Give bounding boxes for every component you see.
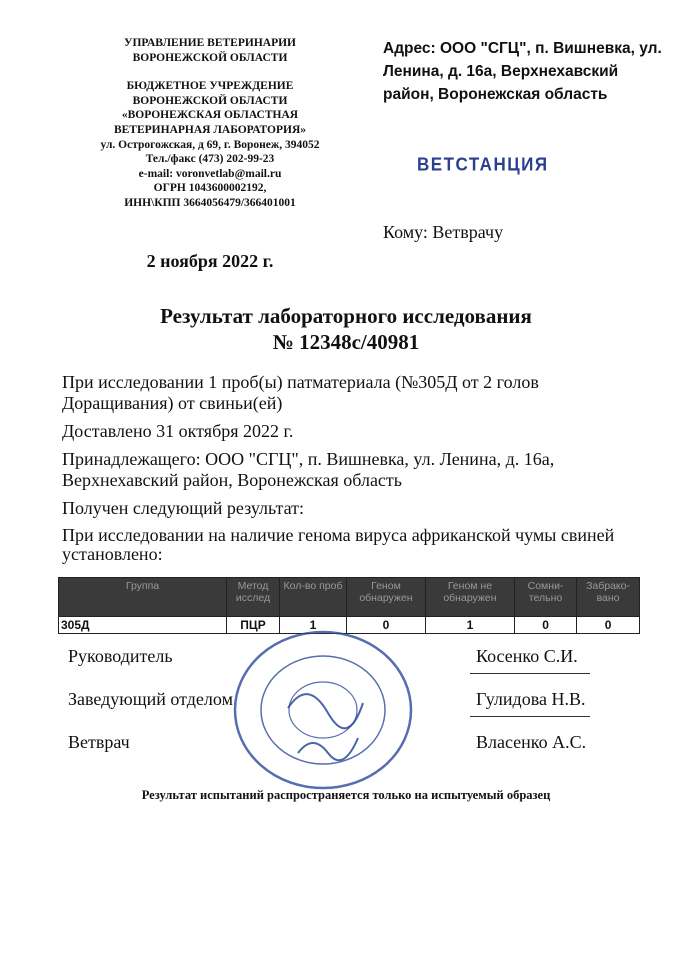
- column-header: Забрако-вано: [577, 578, 640, 617]
- document-body: [62, 372, 652, 571]
- signature-role: Руководитель: [68, 646, 173, 666]
- signature-role: Ветврач: [68, 732, 130, 752]
- footer-note: Результат испытаний распространяется только на испытуемый образец: [141, 788, 551, 802]
- issuer-phone: Тел./факс (473) 202-99-23: [145, 153, 275, 166]
- signature-role: Заведующий отделом: [68, 689, 233, 709]
- signature-name: Гулидова Н.В.: [476, 689, 586, 709]
- paragraph: Получен следующий результат:: [62, 498, 305, 518]
- header-line: БЮДЖЕТНОЕ УЧРЕЖДЕНИЕ: [126, 80, 294, 93]
- cell-group: 305Д: [59, 617, 227, 634]
- issuer-email: e-mail: voronvetlab@mail.ru: [138, 167, 282, 180]
- cell-method: ПЦР: [227, 617, 280, 634]
- document-number: № 12348с/40981: [272, 330, 420, 354]
- title-line: Результат лабораторного исследования: [160, 304, 532, 328]
- header-line: ВОРОНЕЖСКОЙ ОБЛАСТИ: [132, 51, 288, 64]
- signature-line: [470, 716, 590, 717]
- recipient-address: Адрес: ООО "СГЦ", п. Вишневка, ул. Ленина, д. 16а, Верхнехавский район, Воронежская область: [383, 40, 662, 103]
- issuer-ogrn: ОГРН 1043600002192,: [153, 182, 267, 195]
- paragraph: Принадлежащего: ООО "СГЦ", п. Вишневка, ул. Ленина, д. 16а, Верхнехавский район, Воронежская область: [62, 449, 555, 490]
- cell-detected: 0: [347, 617, 426, 634]
- header-line: «ВОРОНЕЖСКАЯ ОБЛАСТНАЯ: [121, 109, 299, 122]
- header-line: ВОРОНЕЖСКОЙ ОБЛАСТИ: [132, 94, 288, 107]
- header-line: ВЕТЕРИНАРНАЯ ЛАБОРАТОРИЯ»: [113, 123, 307, 136]
- recipient: Кому: Ветврачу: [383, 222, 504, 242]
- header-line: УПРАВЛЕНИЕ ВЕТЕРИНАРИИ: [124, 37, 296, 49]
- column-header: Метод исслед: [227, 578, 280, 617]
- table-header-row: [59, 578, 640, 617]
- signature-name: Власенко А.С.: [476, 732, 587, 752]
- cell-doubtful: 0: [515, 617, 577, 634]
- document-date: 2 ноября 2022 г.: [146, 251, 274, 271]
- cell-count: 1: [280, 617, 347, 634]
- column-header: Геном не обнаружен: [425, 578, 514, 617]
- issuer-inn: ИНН\КПП 3664056479/366401001: [124, 196, 296, 209]
- document-title: [0, 303, 692, 355]
- cell-rejected: 0: [577, 617, 640, 634]
- signature-name: Косенко С.И.: [476, 646, 578, 666]
- results-table: [58, 577, 640, 634]
- signature-line: [470, 673, 590, 674]
- paragraph: При исследовании 1 проб(ы) патматериала (№305Д от 2 голов Доращивания) от свиньи(ей): [62, 372, 539, 413]
- column-header: Сомни-тельно: [515, 578, 577, 617]
- vetstation-stamp: ВЕТСТАНЦИЯ: [417, 154, 549, 175]
- paragraph: Доставлено 31 октября 2022 г.: [62, 421, 294, 441]
- issuer-address: ул. Острогожская, д 69, г. Воронеж, 394052: [100, 138, 320, 151]
- paragraph: При исследовании на наличие генома вируса африканской чумы свиней установлено:: [62, 525, 615, 564]
- issuer-header: [60, 36, 360, 211]
- cell-not-detected: 1: [425, 617, 514, 634]
- column-header: Кол-во проб: [280, 578, 347, 617]
- column-header: Группа: [59, 578, 227, 617]
- round-seal-icon: [228, 628, 418, 793]
- column-header: Геном обнаружен: [347, 578, 426, 617]
